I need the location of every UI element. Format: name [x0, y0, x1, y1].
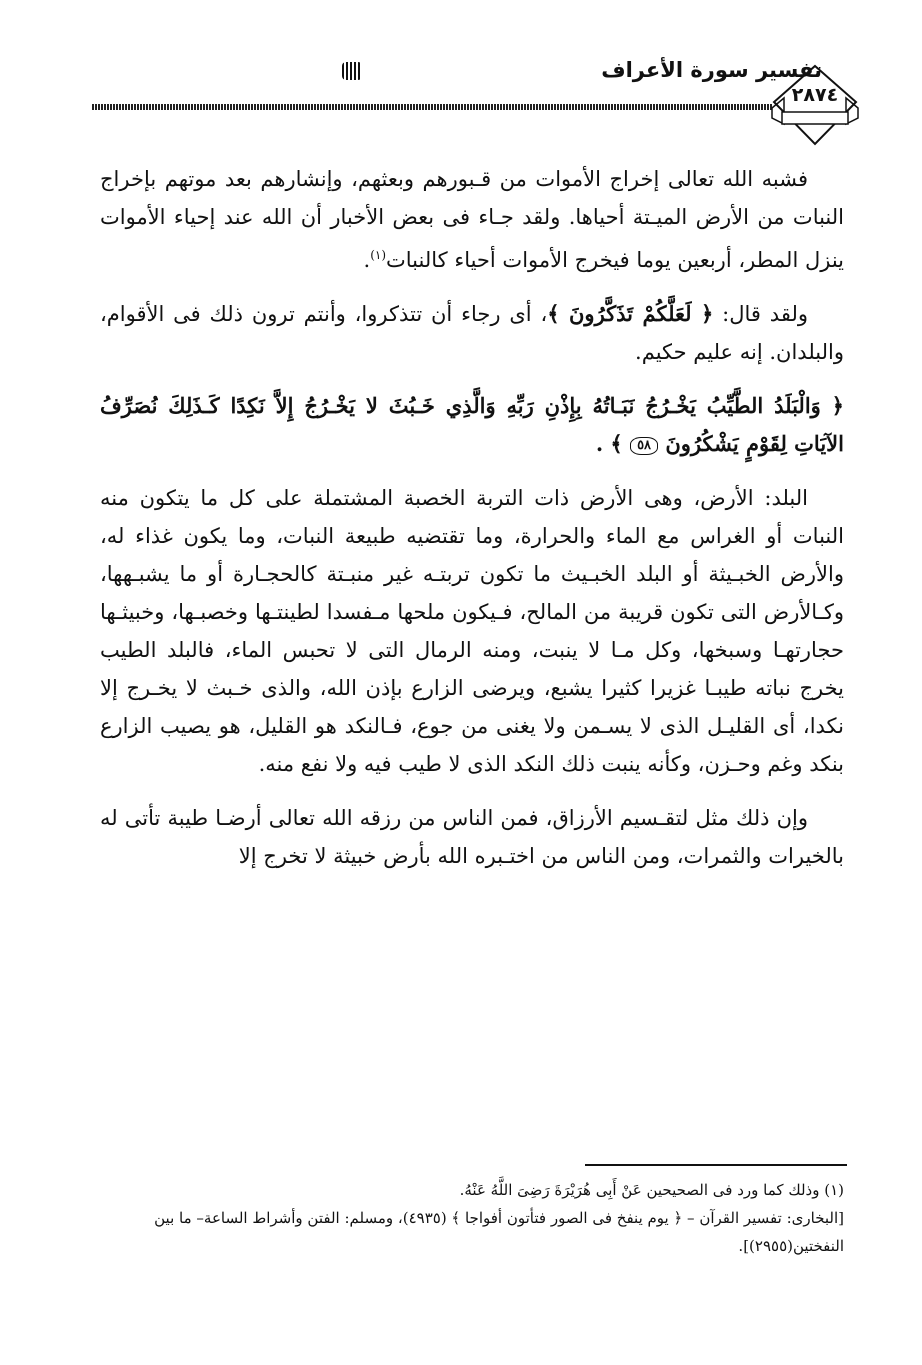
verse-end: ﴾ . — [595, 431, 623, 456]
paragraph-text: فشبه الله تعالى إخراج الأموات من قـبورهم وبعثهم، وإنشارهم بعد موتهم بإخراج النبات من الأرض الميـتة أحياها. ولقد جـاء فى بعض الأخبار أن الله عند إحياء الأموات ينزل المطر، أربعين يوما فيخرج الأموات أحياء كالنبات — [100, 167, 844, 272]
footnote-ref: (١) — [370, 248, 387, 262]
paragraph: وإن ذلك مثل لتقـسيم الأرزاق، فمن الناس من رزقه الله تعالى أرضـا طيبة تأتى له بالخيرات والثمرات، ومن الناس من اختـبره الله بأرض خبيثة لا تخرج إلا — [100, 806, 844, 868]
badge-frame-icon — [770, 62, 860, 150]
verse-text: ﴿ وَالْبَلَدُ الطَّيِّبُ يَخْـرُجُ نَبَـاتُهُ بِإِذْنِ رَبِّهِ وَالَّذِي خَـبُثَ لا يَخْـرُجُ إِلاَّ نَكِدًا كَـذَلِكَ نُصَرِّفُ الآيَاتِ لِقَوْمٍ يَشْكُرُونَ — [100, 393, 844, 456]
quran-quote: ﴿ لَعَلَّكُمْ تَذَكَّرُونَ ﴾ — [547, 301, 714, 326]
paragraph-text: ولقد قال: — [713, 302, 808, 326]
quran-verse — [100, 387, 844, 463]
page-number-badge — [770, 62, 860, 150]
header-rule — [92, 104, 772, 110]
header-title: تفسير سورة الأعراف — [601, 58, 822, 82]
paragraph-text: ، أى رجاء أن تتذكروا، وأنتم ترون ذلك فى الأقوام، والبلدان. إنه عليم حكيم. — [100, 302, 844, 364]
ornament-icon — [342, 62, 362, 80]
footnote-line: (١) وذلك كما ورد فى الصحيحين عَنْ أَبِى هُرَيْرَةَ رَضِىَ اللَّهُ عَنْهُ. — [459, 1181, 844, 1199]
footnote-line: [البخارى: تفسير القرآن – ﴿ يوم ينفخ فى الصور فتأتون أفواجا ﴾ (٤٩٣٥)، ومسلم: الفتن وأشراط الساعة– ما بين النفختين(٢٩٥٥)]. — [154, 1209, 844, 1255]
paragraph-end: . — [363, 248, 371, 272]
page-number: ٢٨٧٤ — [791, 84, 839, 106]
footnotes — [100, 1176, 844, 1260]
paragraph — [100, 160, 844, 279]
paragraph: البلد: الأرض، وهى الأرض ذات التربة الخصبة المشتملة على كل ما يتكون منه النبات أو الغراس مع الماء والحرارة، وما تقتضيه طبيعة النبات، وما يكون غذاء له، والأرض الخبـيثة أو البلد الخبـيث ما تكون تربتـه غير منبـتة كالحجـارة أو ما يشبـهها، وكـالأرض التى تكون قريبة من المالح، فـيكون ملحها مـفسدا لطينتـها وخصبـها، وخبيثـها حجارتهـا وسبخها، وكل مـا لا ينبت، ومنه الرمال التى لا تحبس الماء، فالبلد الطيب يخرج نباته طيبـا غزيرا كثيرا يشبع، ويرضى الزارع بإذن الله، والذى خـبث لا يخـرج إلا نكدا، أى القليـل الذى لا يسـمن ولا يغنى من جوع، فـالنكد هو القليل، هو يصيب الزارع بنكد وغم وحـزن، وكأنه ينبت ذلك النكد الذى لا طيب فيه ولا نفع منه. — [100, 486, 844, 776]
footnote-rule — [585, 1164, 847, 1166]
ayah-number-icon: ٥٨ — [630, 437, 658, 455]
paragraph — [100, 295, 844, 371]
body-text — [100, 160, 844, 891]
